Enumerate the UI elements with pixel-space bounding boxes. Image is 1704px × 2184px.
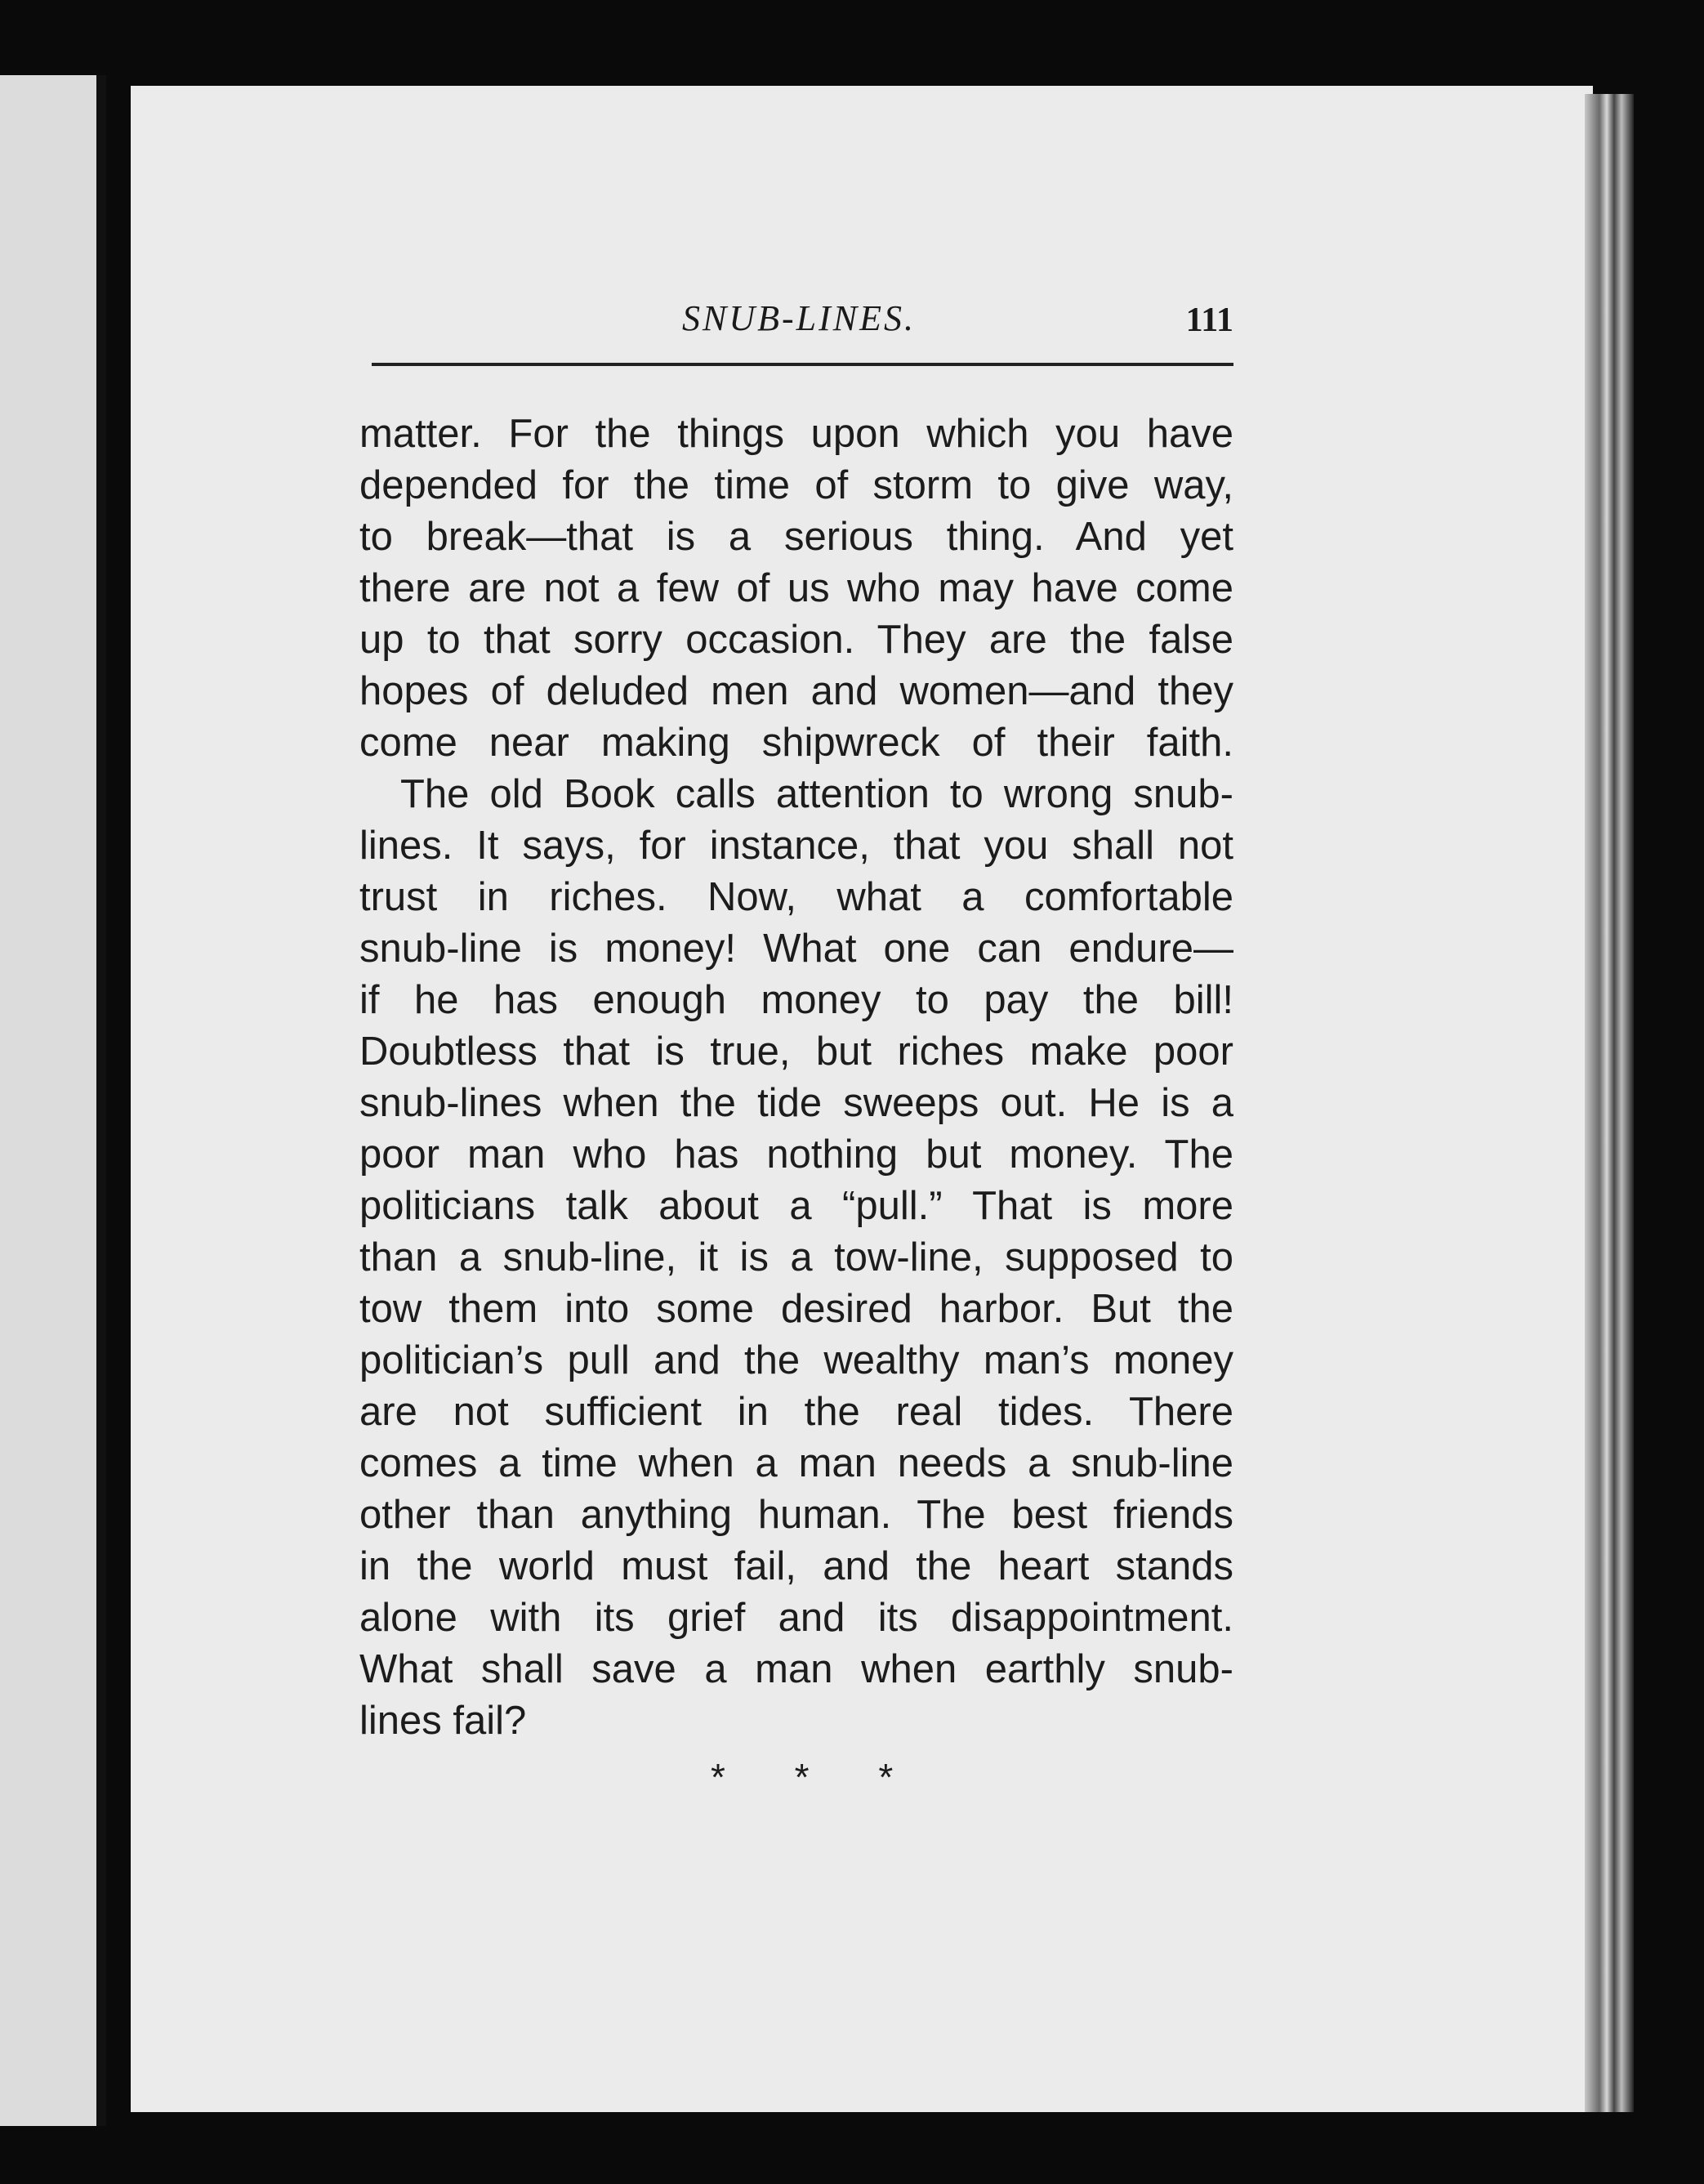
- text-line: in the world must fail, and the heart stands: [359, 1544, 1233, 1588]
- text-line: there are not a few of us who may have come: [359, 566, 1233, 610]
- section-break: * * *: [711, 1756, 923, 1798]
- text-line: if he has enough money to pay the bill!: [359, 978, 1233, 1022]
- running-title: SNUB-LINES.: [682, 298, 916, 338]
- text-line: other than anything human. The best friends: [359, 1493, 1233, 1537]
- text-line: lines. It says, for instance, that you shall not: [359, 824, 1233, 868]
- paragraph-1: [359, 409, 1233, 769]
- text-line: poor man who has nothing but money. The: [359, 1132, 1233, 1177]
- text-line: matter. For the things upon which you have: [359, 412, 1233, 456]
- text-line: trust in riches. Now, what a comfortable: [359, 875, 1233, 919]
- text-line: are not sufficient in the real tides. There: [359, 1390, 1233, 1434]
- page-stack-edge: [1585, 94, 1634, 2112]
- text-line: up to that sorry occasion. They are the false: [359, 618, 1233, 662]
- paragraph-2: [359, 769, 1233, 1747]
- text-line: tow them into some desired harbor. But the: [359, 1287, 1233, 1331]
- text-line: politicians talk about a “pull.” That is more: [359, 1184, 1233, 1228]
- header-rule: [372, 363, 1233, 366]
- text-line: depended for the time of storm to give way,: [359, 463, 1233, 507]
- text-line: than a snub-line, it is a tow-line, supposed to: [359, 1235, 1233, 1280]
- body-text: [359, 409, 1233, 1747]
- text-line: lines fail?: [359, 1699, 527, 1743]
- text-line: Doubtless that is true, but riches make poor: [359, 1029, 1233, 1074]
- text-line: snub-lines when the tide sweeps out. He is a: [359, 1081, 1233, 1125]
- text-line: The old Book calls attention to wrong snub-: [400, 772, 1233, 816]
- text-line: alone with its grief and its disappointment.: [359, 1596, 1233, 1640]
- page-number: 111: [1185, 301, 1233, 339]
- text-line: What shall save a man when earthly snub-: [359, 1647, 1233, 1691]
- facing-page-edge: [0, 75, 106, 2126]
- text-line: to break—that is a serious thing. And yet: [359, 515, 1233, 559]
- page-header: [372, 297, 1233, 363]
- text-line: comes a time when a man needs a snub-line: [359, 1441, 1233, 1485]
- text-line: politician’s pull and the wealthy man’s money: [359, 1338, 1233, 1382]
- text-line: come near making shipwreck of their faith.: [359, 721, 1233, 765]
- text-line: snub-line is money! What one can endure—: [359, 927, 1233, 971]
- text-line: hopes of deluded men and women—and they: [359, 669, 1233, 713]
